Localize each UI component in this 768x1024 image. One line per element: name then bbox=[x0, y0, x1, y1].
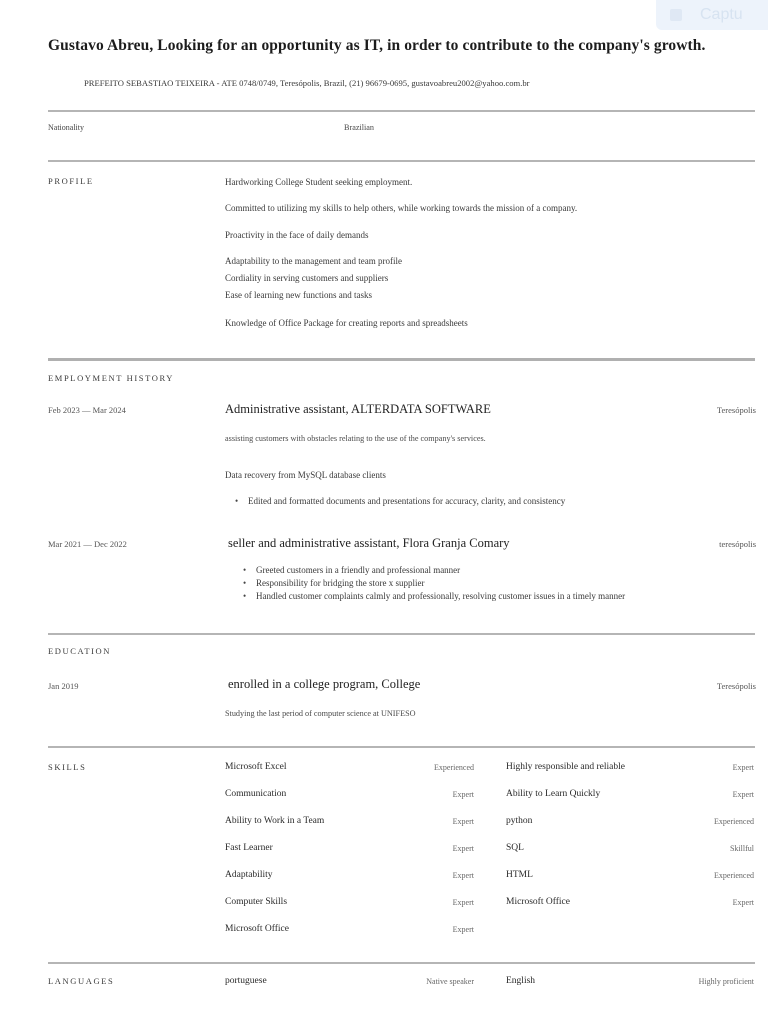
skill-level: Experienced bbox=[714, 817, 754, 826]
skill-level: Skillful bbox=[729, 844, 754, 853]
skill-level: Expert bbox=[732, 790, 754, 799]
job-dates: Feb 2023 — Mar 2024 bbox=[48, 405, 126, 415]
skill-name: Microsoft Excel bbox=[225, 762, 287, 772]
language-name: English bbox=[506, 976, 536, 986]
skill-name: Microsoft Office bbox=[506, 897, 570, 907]
profile-line: Adaptability to the management and team profile bbox=[225, 256, 402, 266]
job-bullets bbox=[232, 496, 565, 507]
education-program: enrolled in a college program, College bbox=[228, 677, 421, 691]
skill-level: Expert bbox=[732, 898, 754, 907]
skill-name: python bbox=[506, 816, 533, 826]
skill-name: Communication bbox=[225, 789, 287, 799]
job-title: Administrative assistant, ALTERDATA SOFTWARE bbox=[225, 402, 491, 416]
skill-level: Experienced bbox=[434, 763, 474, 772]
education-description: Studying the last period of computer science at UNIFESO bbox=[225, 709, 416, 718]
job-bullets bbox=[240, 565, 625, 602]
skill-name: Adaptability bbox=[225, 870, 273, 880]
skill-name: Ability to Work in a Team bbox=[225, 816, 325, 826]
employment-heading: EMPLOYMENT HISTORY bbox=[48, 373, 175, 383]
skill-level: Expert bbox=[452, 898, 474, 907]
job-location: teresópolis bbox=[719, 539, 756, 549]
job-location: Teresópolis bbox=[716, 405, 756, 415]
skill-level: Experienced bbox=[714, 871, 754, 880]
languages-heading: LANGUAGES bbox=[48, 976, 115, 986]
skill-name: SQL bbox=[506, 843, 524, 853]
capture-overlay[interactable] bbox=[656, 0, 768, 30]
divider bbox=[48, 633, 755, 635]
job-bullet: • Handled customer complaints calmly and professionally, resolving customer issues in a timely manner bbox=[240, 591, 625, 602]
skill-level: Expert bbox=[452, 844, 474, 853]
contact-line: PREFEITO SEBASTIAO TEIXEIRA - ATE 0748/0749, Teresópolis, Brazil, (21) 96679-0695, gustavoabreu2002@yahoo.com.br bbox=[84, 78, 530, 88]
job-bullet: • Responsibility for bridging the store x supplier bbox=[240, 578, 625, 589]
education-date: Jan 2019 bbox=[48, 681, 79, 691]
skill-name: Ability to Learn Quickly bbox=[506, 789, 601, 799]
divider bbox=[48, 110, 755, 112]
profile-line: Knowledge of Office Package for creating reports and spreadsheets bbox=[225, 318, 468, 328]
job-bullet: • Edited and formatted documents and presentations for accuracy, clarity, and consistency bbox=[232, 496, 565, 507]
skills-heading: SKILLS bbox=[48, 762, 87, 772]
language-name: portuguese bbox=[225, 976, 267, 986]
skill-level: Expert bbox=[452, 871, 474, 880]
profile-line: Proactivity in the face of daily demands bbox=[225, 230, 369, 240]
profile-line: Ease of learning new functions and tasks bbox=[225, 290, 372, 300]
divider bbox=[48, 962, 755, 964]
divider bbox=[48, 358, 755, 361]
divider bbox=[48, 160, 755, 162]
job-dates: Mar 2021 — Dec 2022 bbox=[48, 539, 127, 549]
profile-line: Hardworking College Student seeking employment. bbox=[225, 177, 413, 187]
job-title: seller and administrative assistant, Flora Granja Comary bbox=[228, 536, 510, 550]
skill-level: Expert bbox=[452, 817, 474, 826]
resume-title: Gustavo Abreu, Looking for an opportunity as IT, in order to contribute to the company's growth. bbox=[48, 37, 706, 54]
skill-level: Expert bbox=[732, 763, 754, 772]
language-level: Native speaker bbox=[426, 977, 474, 986]
skill-name: Highly responsible and reliable bbox=[506, 762, 625, 772]
skill-name: Microsoft Office bbox=[225, 924, 289, 934]
education-heading: EDUCATION bbox=[48, 646, 112, 656]
skill-level: Expert bbox=[452, 790, 474, 799]
education-location: Teresópolis bbox=[716, 681, 756, 691]
skill-name: HTML bbox=[506, 870, 533, 880]
skill-name: Fast Learner bbox=[225, 843, 273, 853]
job-description: Data recovery from MySQL database clients bbox=[225, 470, 386, 480]
capture-icon bbox=[670, 9, 682, 21]
capture-label: Captu bbox=[700, 6, 743, 23]
language-level: Highly proficient bbox=[698, 977, 754, 986]
nationality-value: Brazilian bbox=[344, 123, 375, 132]
profile-line: Committed to utilizing my skills to help others, while working towards the mission of a company. bbox=[225, 203, 578, 213]
profile-line: Cordiality in serving customers and suppliers bbox=[225, 273, 389, 283]
job-bullet: • Greeted customers in a friendly and professional manner bbox=[240, 565, 625, 576]
job-description: assisting customers with obstacles relating to the use of the company's services. bbox=[225, 434, 486, 443]
nationality-label: Nationality bbox=[48, 123, 84, 132]
skill-name: Computer Skills bbox=[225, 897, 288, 907]
skill-level: Expert bbox=[452, 925, 474, 934]
divider bbox=[48, 746, 755, 748]
profile-heading: PROFILE bbox=[48, 176, 94, 186]
